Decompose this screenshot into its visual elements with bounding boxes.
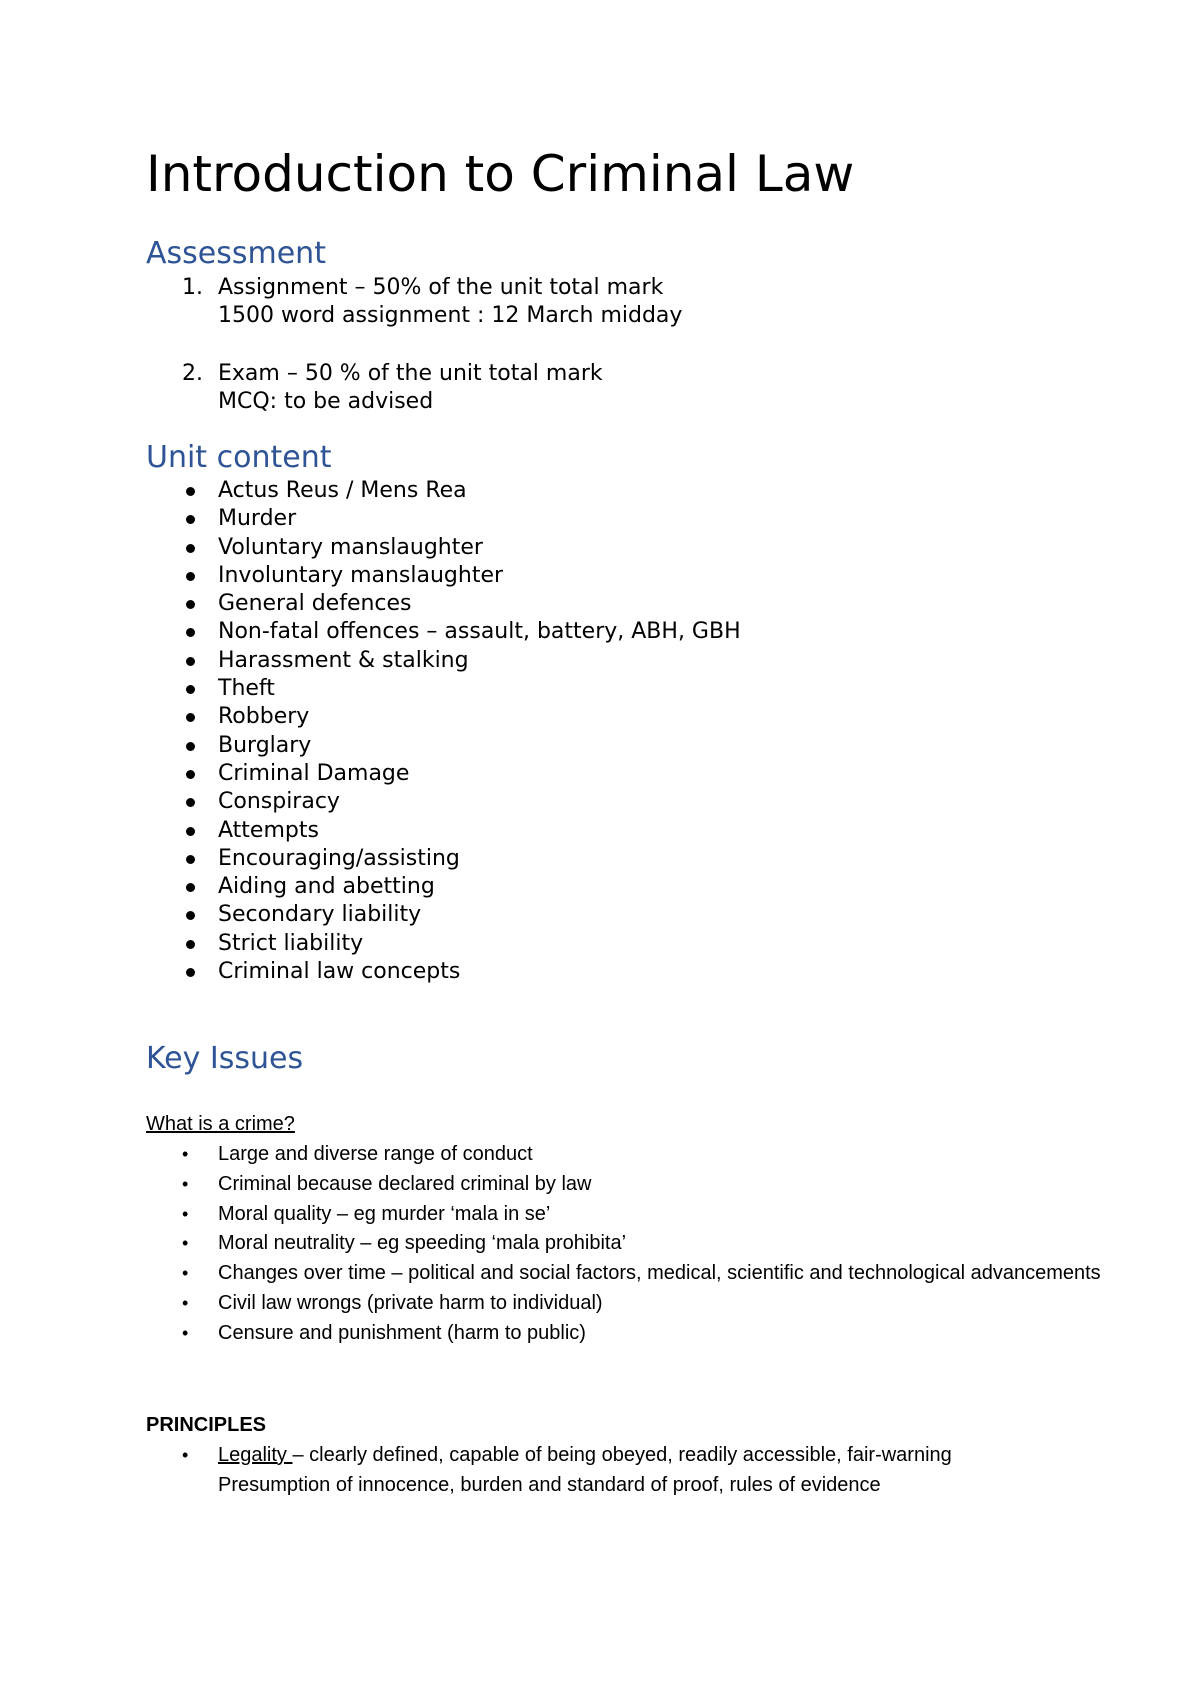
bullet-icon bbox=[186, 827, 195, 836]
list-item: Encouraging/assisting bbox=[146, 845, 741, 873]
list-item: • Moral neutrality – eg speeding ‘mala prohibita’ bbox=[146, 1229, 1158, 1259]
bullet-icon: • bbox=[182, 1233, 189, 1254]
principles-label: PRINCIPLES bbox=[146, 1414, 267, 1436]
principles-list bbox=[146, 1441, 1158, 1500]
list-item: Aiding and abetting bbox=[146, 873, 741, 901]
list-item: Strict liability bbox=[146, 930, 741, 958]
bullet-icon: • bbox=[182, 1203, 189, 1224]
list-item: • Civil law wrongs (private harm to individual) bbox=[146, 1289, 1158, 1319]
bullet-icon bbox=[186, 628, 195, 637]
bullet-icon bbox=[186, 742, 195, 751]
bullet-icon: • bbox=[182, 1445, 189, 1465]
list-item: Involuntary manslaughter bbox=[146, 562, 741, 590]
list-item: • Large and diverse range of conduct bbox=[146, 1140, 1158, 1170]
bullet-icon bbox=[186, 685, 195, 694]
list-item: Harassment & stalking bbox=[146, 647, 741, 675]
assessment-heading: Assessment bbox=[146, 236, 326, 271]
assessment-item-detail: 1500 word assignment : 12 March midday bbox=[218, 303, 683, 328]
list-item: Secondary liability bbox=[146, 901, 741, 929]
list-item bbox=[146, 1441, 1158, 1500]
assessment-item-detail: MCQ: to be advised bbox=[218, 389, 434, 414]
unit-content-list bbox=[146, 477, 741, 986]
assessment-item-title: Assignment – 50% of the unit total mark bbox=[218, 275, 664, 300]
key-issues-heading: Key Issues bbox=[146, 1041, 304, 1076]
bullet-icon bbox=[186, 657, 195, 666]
document-title: Introduction to Criminal Law bbox=[146, 145, 855, 203]
list-item: • Censure and punishment (harm to public) bbox=[146, 1319, 1158, 1349]
bullet-icon bbox=[186, 798, 195, 807]
bullet-icon bbox=[186, 544, 195, 553]
bullet-icon bbox=[186, 600, 195, 609]
bullet-icon: • bbox=[182, 1292, 189, 1313]
list-item: Criminal Damage bbox=[146, 760, 741, 788]
what-is-a-crime-subheading: What is a crime? bbox=[146, 1113, 295, 1135]
bullet-icon: • bbox=[182, 1173, 189, 1194]
bullet-icon bbox=[186, 968, 195, 977]
list-item: Attempts bbox=[146, 817, 741, 845]
legality-line2: Presumption of innocence, burden and standard of proof, rules of evidence bbox=[218, 1473, 881, 1496]
list-item: Burglary bbox=[146, 732, 741, 760]
legality-term: Legality bbox=[218, 1444, 293, 1466]
bullet-icon: • bbox=[182, 1263, 189, 1284]
list-item: Non-fatal offences – assault, battery, ABH, GBH bbox=[146, 618, 741, 646]
bullet-icon bbox=[186, 911, 195, 920]
bullet-icon bbox=[186, 940, 195, 949]
list-item: Conspiracy bbox=[146, 788, 741, 816]
bullet-icon bbox=[186, 515, 195, 524]
bullet-icon bbox=[186, 572, 195, 581]
key-issues-list bbox=[146, 1140, 1158, 1349]
bullet-icon bbox=[186, 770, 195, 779]
assessment-item-number: 2. bbox=[182, 361, 203, 386]
bullet-icon bbox=[186, 883, 195, 892]
assessment-item-title: Exam – 50 % of the unit total mark bbox=[218, 361, 603, 386]
list-item: General defences bbox=[146, 590, 741, 618]
bullet-icon: • bbox=[182, 1144, 189, 1164]
bullet-icon bbox=[186, 713, 195, 722]
list-item: Murder bbox=[146, 505, 741, 533]
unit-content-heading: Unit content bbox=[146, 440, 332, 475]
list-item: • Criminal because declared criminal by law bbox=[146, 1170, 1158, 1200]
list-item: Criminal law concepts bbox=[146, 958, 741, 986]
list-item: • Moral quality – eg murder ‘mala in se’ bbox=[146, 1200, 1158, 1230]
assessment-item-number: 1. bbox=[182, 275, 203, 300]
bullet-icon bbox=[186, 487, 195, 496]
legality-text: – clearly defined, capable of being obeyed, readily accessible, fair-warning bbox=[292, 1444, 952, 1466]
list-item: Theft bbox=[146, 675, 741, 703]
list-item: Actus Reus / Mens Rea bbox=[146, 477, 741, 505]
list-item: Robbery bbox=[146, 703, 741, 731]
list-item: Voluntary manslaughter bbox=[146, 534, 741, 562]
bullet-icon bbox=[186, 855, 195, 864]
list-item: • Changes over time – political and social factors, medical, scientific and technological advancements bbox=[146, 1259, 1158, 1289]
bullet-icon: • bbox=[182, 1322, 189, 1343]
